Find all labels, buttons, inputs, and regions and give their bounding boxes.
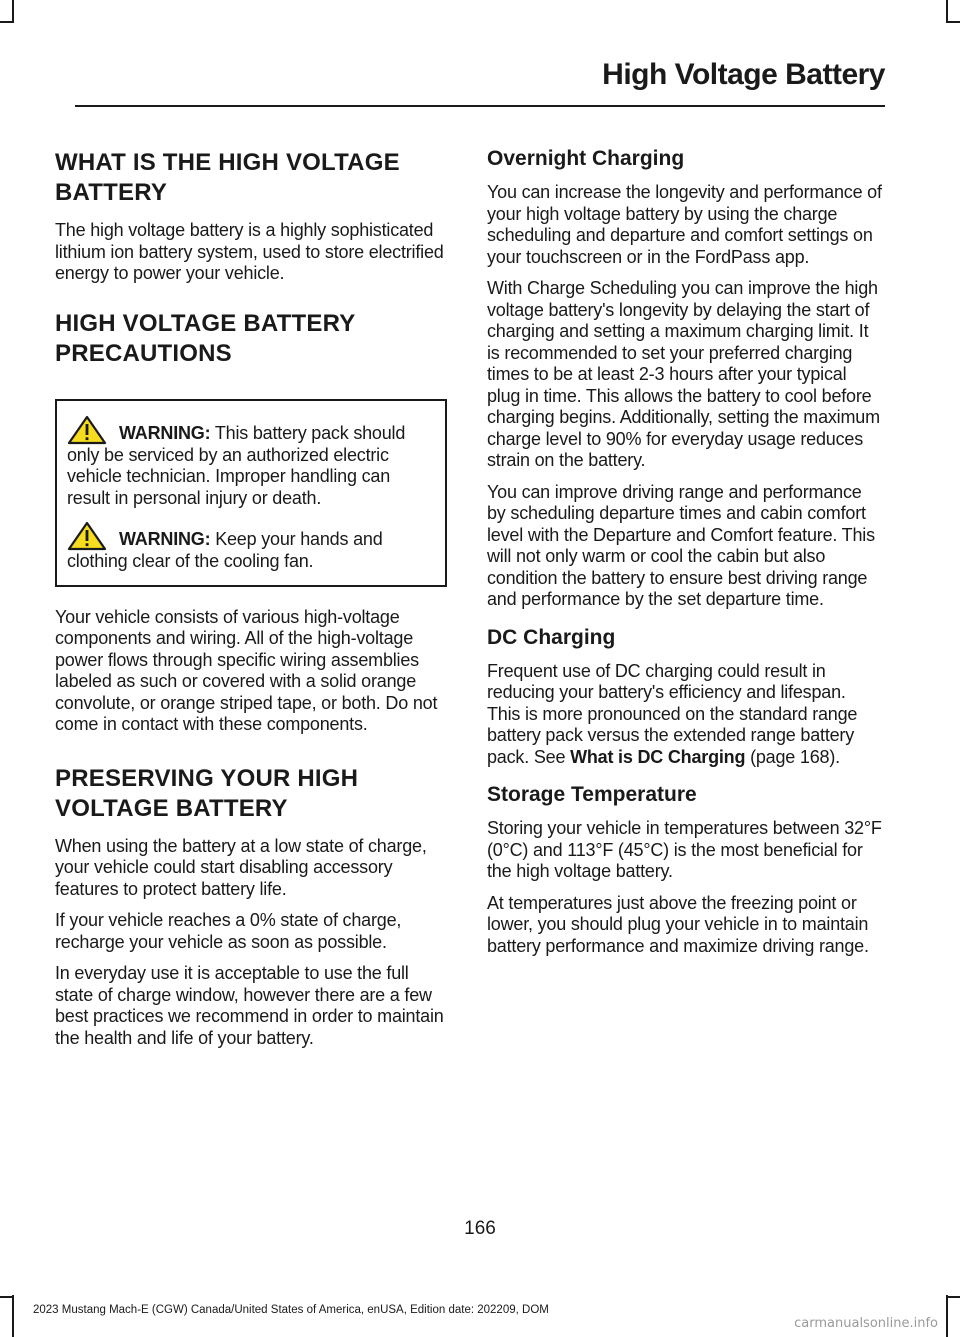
overnight-paragraph: You can improve driving range and performance by scheduling departure times and cabin comfort level with the Departure and Comfort feature. This will not only warm or cool the cabin but also condition the battery to ensure best driving range and performance by the set departure time. — [487, 481, 875, 609]
left-column — [55, 140, 447, 1059]
preserving-paragraph: In everyday use it is acceptable to use the full state of charge window, however there are a few best practices we recommend in order to maintain the health and life of your battery. — [55, 963, 444, 1048]
crop-mark — [946, 1295, 948, 1337]
page-header-title: High Voltage Battery — [602, 58, 885, 91]
storage-paragraph: At temperatures just above the freezing point or lower, you should plug your vehicle in to maintain battery performance and maximize driving range. — [487, 892, 869, 956]
header-rule — [75, 105, 885, 107]
crop-mark — [946, 0, 948, 22]
section-heading-what-is: WHAT IS THE HIGH VOLTAGE BATTERY — [55, 149, 400, 206]
subheading-storage-temperature: Storage Temperature — [487, 783, 697, 806]
crop-mark — [0, 1296, 14, 1298]
warning-item — [67, 521, 437, 573]
crop-mark — [946, 21, 960, 23]
crop-mark — [0, 21, 14, 23]
warning-triangle-icon — [67, 415, 107, 445]
subheading-overnight-charging: Overnight Charging — [487, 147, 685, 170]
right-column — [487, 140, 882, 967]
warning-triangle-icon — [67, 521, 107, 551]
overnight-paragraph: You can increase the longevity and performance of your high voltage battery by using the charge scheduling and departure and comfort settings on your touchscreen or in the FordPass app. — [487, 182, 882, 267]
warning-label: WARNING: — [119, 529, 211, 549]
watermark: carmanualsonline.info — [794, 1316, 938, 1331]
dc-page-ref: (page 168). — [745, 746, 840, 767]
preserving-paragraph: When using the battery at a low state of charge, your vehicle could start disabling accessory features to protect battery life. — [55, 835, 427, 899]
warning-text: This battery pack should only be serviced by an authorized electric vehicle technician. Improper handling can result in personal injury or death. — [67, 422, 406, 508]
section-heading-preserving: PRESERVING YOUR HIGH VOLTAGE BATTERY — [55, 764, 359, 822]
subheading-dc-charging: DC Charging — [487, 625, 616, 649]
warning-item — [67, 415, 437, 510]
what-is-body: The high voltage battery is a highly sophisticated lithium ion battery system, used to store electrified energy to power your vehicle. — [55, 220, 444, 283]
precautions-body: Your vehicle consists of various high-voltage components and wiring. All of the high-voltage power flows through specific wiring assemblies labeled as such or covered with a solid orange convolute, or orange striped tape, or both. Do not come in contact with these components. — [55, 606, 438, 734]
preserving-paragraph: If your vehicle reaches a 0% state of charge, recharge your vehicle as soon as possible. — [55, 910, 402, 952]
dc-charging-body — [487, 661, 882, 769]
section-heading-precautions: HIGH VOLTAGE BATTERY PRECAUTIONS — [55, 309, 356, 367]
warning-text: Keep your hands and clothing clear of the cooling fan. — [67, 529, 383, 571]
dc-body-text: Frequent use of DC charging could result in reducing your battery's efficiency and lifespan. This is more pronounced on the standard range battery pack versus the extended range battery pack. See — [487, 660, 858, 767]
crop-mark — [12, 1295, 14, 1337]
overnight-paragraph: With Charge Scheduling you can improve the high voltage battery's longevity by delaying the start of charging and setting a maximum charging limit. It is recommended to set your preferred charging times to be at least 2-3 hours after your typical plug in time. This allows the battery to cool before charging begins. Additionally, setting the maximum charge level to 90% for everyday usage reduces strain on the battery. — [487, 278, 880, 470]
warning-box — [55, 399, 447, 587]
storage-paragraph: Storing your vehicle in temperatures between 32°F (0°C) and 113°F (45°C) is the most beneficial for the high voltage battery. — [487, 818, 882, 881]
warning-label: WARNING: — [119, 422, 211, 443]
cross-reference-link[interactable]: What is DC Charging — [570, 746, 746, 767]
crop-mark — [946, 1296, 960, 1298]
footer-edition-info: 2023 Mustang Mach-E (CGW) Canada/United States of America, enUSA, Edition date: 202209, DOM — [33, 1304, 549, 1316]
crop-mark — [12, 0, 14, 22]
page-number: 166 — [464, 1218, 496, 1239]
